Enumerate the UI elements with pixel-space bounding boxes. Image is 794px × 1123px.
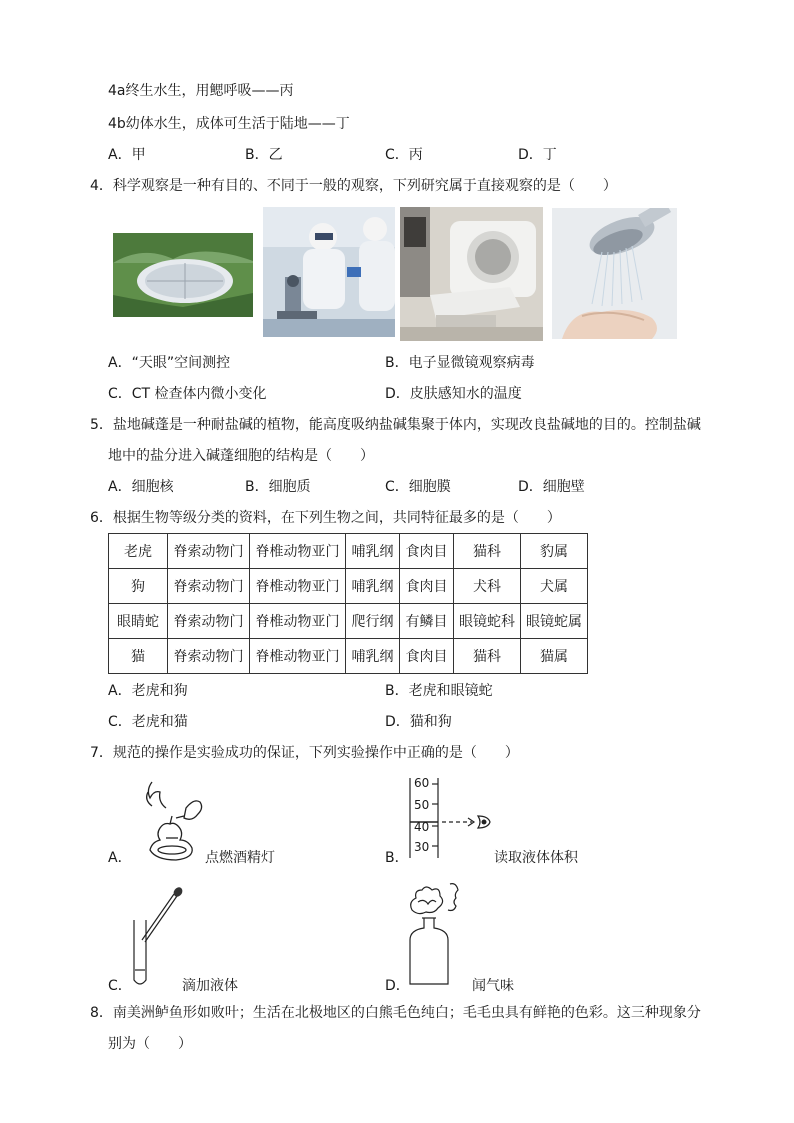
q7-option-b-caption: 读取液体体积 [494,850,578,866]
table-row [109,569,588,604]
q8-stem-line1: 8．南美洲鲈鱼形如败叶；生活在北极地区的白熊毛色纯白；毛毛虫具有鲜艳的色彩。这三种现象分 [90,1005,701,1021]
q4-option-b: B．电子显微镜观察病毒 [385,355,535,371]
q8-stem-line2: 别为（ ） [108,1036,192,1052]
q5-stem-line2: 地中的盐分进入碱蓬细胞的结构是（ ） [108,448,374,464]
table-cell: 食肉目 [400,639,454,674]
table-cell: 脊索动物门 [168,639,250,674]
q4-option-c: C．CT 检查体内微小变化 [108,386,267,402]
q7-option-c-caption: 滴加液体 [182,978,238,994]
q7-option-c-letter: C． [108,978,132,994]
table-cell: 狗 [109,569,168,604]
table-cell: 食肉目 [400,569,454,604]
q7-option-b-letter: B． [385,850,409,866]
q7-option-d-caption: 闻气味 [472,978,514,994]
table-cell: 猫科 [454,534,521,569]
cylinder-tick-50: 50 [414,798,430,812]
q6-option-d: D．猫和狗 [385,714,452,730]
table-cell: 眼镜蛇科 [454,604,521,639]
table-cell: 脊索动物门 [168,534,250,569]
q5-option-d: D．细胞壁 [518,479,585,495]
q7-option-a-caption: 点燃酒精灯 [205,850,275,866]
q3-line-4b: 4b幼体水生，成体可生活于陆地——丁 [108,116,350,132]
ct-scanner-photo [400,207,543,341]
q7-option-a-letter: A． [108,850,132,866]
q3-option-c: C．丙 [385,147,423,163]
microscope-lab-photo [263,207,395,337]
q4-stem: 4．科学观察是一种有目的、不同于一般的观察，下列研究属于直接观察的是（ ） [90,178,617,194]
table-cell: 猫科 [454,639,521,674]
table-cell: 脊椎动物亚门 [250,604,346,639]
table-row [109,639,588,674]
classification-table [108,533,588,674]
q3-option-a: A．甲 [108,147,146,163]
table-cell: 哺乳纲 [346,534,400,569]
table-row [109,534,588,569]
table-row [109,604,588,639]
telescope-photo [113,233,253,317]
table-cell: 眼睛蛇 [109,604,168,639]
table-cell: 猫属 [521,639,588,674]
q3-line-4a: 4a终生水生，用鳃呼吸——丙 [108,83,294,99]
table-cell: 脊椎动物亚门 [250,639,346,674]
shower-hand-photo [552,208,677,339]
q7-stem: 7．规范的操作是实验成功的保证，下列实验操作中正确的是（ ） [90,745,519,761]
table-cell: 脊椎动物亚门 [250,534,346,569]
q5-option-b: B．细胞质 [245,479,311,495]
table-cell: 有鳞目 [400,604,454,639]
smelling-gas-bottle-icon [404,880,470,988]
q5-stem-line1: 5．盐地碱蓬是一种耐盐碱的植物，能高度吸纳盐碱集聚于体内，实现改良盐碱地的目的。控制盐碱 [90,417,701,433]
q6-option-b: B．老虎和眼镜蛇 [385,683,493,699]
q6-option-a: A．老虎和狗 [108,683,188,699]
q4-option-d: D．皮肤感知水的温度 [385,386,522,402]
q6-option-c: C．老虎和猫 [108,714,188,730]
q3-option-b: B．乙 [245,147,283,163]
table-cell: 哺乳纲 [346,639,400,674]
table-cell: 脊索动物门 [168,569,250,604]
q3-option-d: D．丁 [518,147,557,163]
table-cell: 犬属 [521,569,588,604]
q4-option-a: A．“天眼”空间测控 [108,355,231,371]
dropper-test-tube-icon [128,884,188,988]
table-cell: 老虎 [109,534,168,569]
alcohol-lamp-lighting-icon [130,778,210,862]
table-cell: 豹属 [521,534,588,569]
table-cell: 猫 [109,639,168,674]
cylinder-tick-60: 60 [414,776,430,790]
table-cell: 脊索动物门 [168,604,250,639]
q6-stem: 6．根据生物等级分类的资料，在下列生物之间，共同特征最多的是（ ） [90,510,561,526]
q7-option-d-letter: D． [385,978,410,994]
measuring-cylinder-icon [406,776,496,860]
table-cell: 脊椎动物亚门 [250,569,346,604]
table-cell: 犬科 [454,569,521,604]
table-cell: 哺乳纲 [346,569,400,604]
table-cell: 爬行纲 [346,604,400,639]
table-cell: 食肉目 [400,534,454,569]
cylinder-tick-30: 30 [414,840,430,854]
table-cell: 眼镜蛇属 [521,604,588,639]
q5-option-a: A．细胞核 [108,479,174,495]
cylinder-tick-40: 40 [414,820,430,834]
q5-option-c: C．细胞膜 [385,479,451,495]
